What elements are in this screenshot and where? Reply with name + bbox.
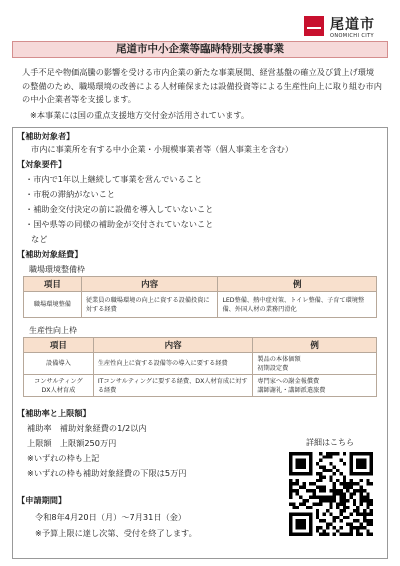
target-heading: 【補助対象者】 [17,131,75,141]
table-row [24,353,377,375]
qr-label: 詳細はこちら [306,438,354,447]
page-title: 尾道市中小企業等臨時特別支援事業 [12,41,388,58]
period-heading: 【申請期間】 [17,495,67,505]
table-header-item: 項目 [24,338,94,353]
table-cell-content: 生産性向上に資する設備等の導入に要する経費 [93,353,253,375]
table-cell-item: 職場環境整備 [24,292,82,318]
table-header-example: 例 [218,277,377,292]
expense-heading: 【補助対象経費】 [17,249,83,259]
productivity-frame-table [23,337,377,397]
table-header-content: 内容 [81,277,218,292]
qr-code-icon[interactable] [289,452,373,536]
productivity-frame-caption: 生産性向上枠 [29,326,77,335]
target-text: 市内に事業所を有する中小企業・小規模事業者等（個人事業主を含む） [31,144,294,154]
rate-line: ※いずれの枠も上記 [27,453,100,463]
workplace-frame-table [23,276,377,318]
requirement-item: ・国や県等の同様の補助金が交付されていないこと [25,219,214,229]
table-cell-example: 製品の本体価額 初期設定費 [253,353,377,375]
intro-text: 人手不足や物価高騰の影響を受ける市内企業の新たな事業展開、経営基盤の確立及び賃上げ環境の整備のため、職場環境の改善による人材確保または設備投資等による生産性向上に取り組む市内の中小企業者等を支援します。 [22,67,382,104]
rate-line: 上限額 上限額250万円 [27,438,117,448]
rate-heading: 【補助率と上限額】 [17,408,91,418]
funding-note: ※本事業には国の重点支援地方交付金が活用されています。 [30,110,250,120]
requirement-item: ・市内で1年以上継続して事業を営んでいること [25,174,203,184]
requirements-heading: 【対象要件】 [17,159,67,169]
table-cell-example: 専門家への謝金報償費 講師謝礼・講師派遣旅費 [253,375,377,397]
table-header-item: 項目 [24,277,82,292]
workplace-frame-caption: 職場環境整備枠 [29,265,85,274]
city-logo-subtitle: ONOMICHI CITY [330,33,374,39]
table-row [24,292,377,318]
table-header-example: 例 [253,338,377,353]
requirement-item: ・補助金交付決定の前に設備を導入していないこと [25,204,214,214]
table-header-content: 内容 [93,338,253,353]
requirements-etc: など [31,234,48,244]
period-note: ※予算上限に達し次第、受付を終了します。 [35,528,197,538]
requirement-item: ・市税の滞納がないこと [25,189,116,199]
table-cell-item: コンサルティング DX人材育成 [24,375,94,397]
city-logo-mark [304,16,324,36]
table-cell-item: 設備導入 [24,353,94,375]
table-cell-example: LED整備、熱中症対策、トイレ整備、子育て環境整備、外国人材の業務円滑化 [218,292,377,318]
city-logo-name: 尾道市 [330,17,375,33]
table-cell-content: ITコンサルティングに要する経費、DX人材育成に対する経費 [93,375,253,397]
city-logo [304,14,386,44]
table-row [24,375,377,397]
table-cell-content: 従業員の職場環境の向上に資する設備投資に対する経費 [81,292,218,318]
period-date: 令和8年4月20日（月）～7月31日（金） [35,512,187,522]
rate-line: ※いずれの枠も補助対象経費の下限は5万円 [27,468,187,478]
rate-line: 補助率 補助対象経費の1/2以内 [27,423,147,433]
